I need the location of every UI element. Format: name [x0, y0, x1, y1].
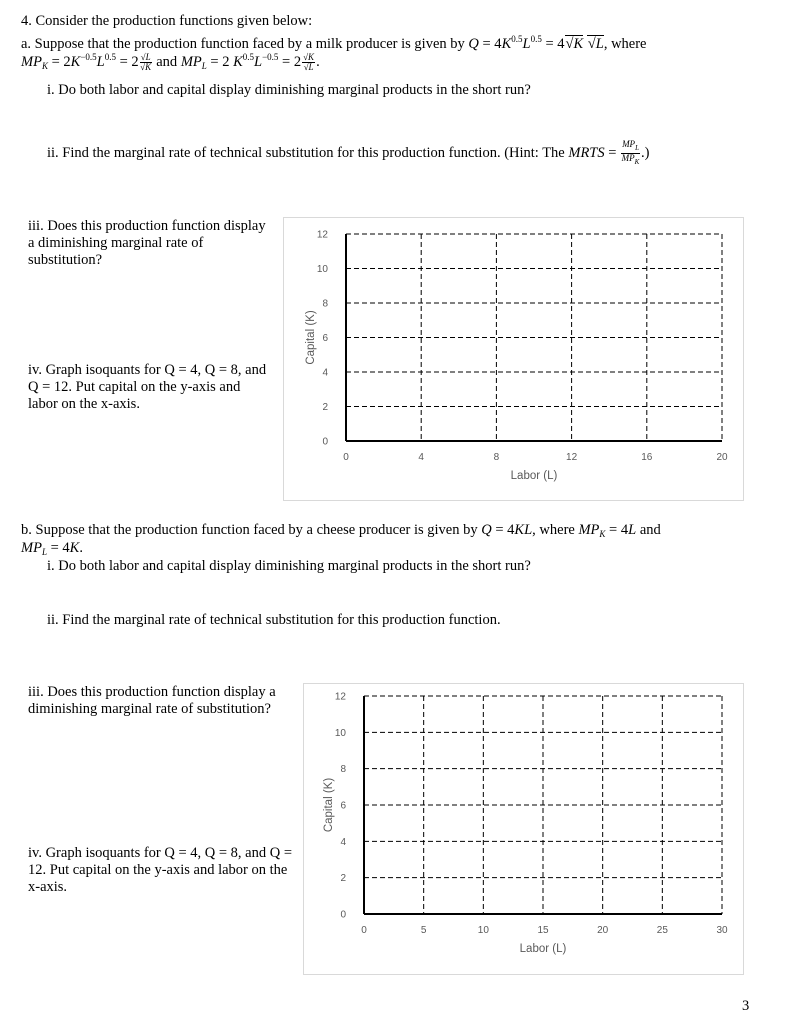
y-tick-label: 12	[316, 229, 328, 241]
y-tick-label: 6	[322, 333, 328, 344]
part-a-where: , where	[603, 36, 647, 52]
chart-a	[284, 218, 743, 500]
x-tick-label: 5	[420, 925, 427, 936]
y-tick-label: 10	[316, 264, 328, 275]
y-tick-label: 2	[340, 873, 346, 885]
part-b-question-i: i. Do both labor and capital display diminishing marginal products in the short run?	[47, 558, 531, 574]
chart-b-frame	[303, 683, 744, 975]
page-number: 3	[742, 998, 750, 1014]
x-tick-label: 4	[418, 452, 424, 463]
chart-b	[304, 684, 743, 974]
x-tick-label: 0	[361, 925, 367, 936]
x-tick-label: 20	[716, 452, 728, 463]
y-tick-label: 8	[322, 298, 328, 310]
part-b-question-iv: iv. Graph isoquants for Q = 4, Q = 8, and Q = 12. Put capital on the y-axis and labor on the x-axis.	[28, 845, 293, 895]
y-axis-label: Capital (K)	[305, 310, 317, 365]
x-tick-label: 16	[641, 452, 653, 463]
x-tick-label: 12	[566, 452, 578, 463]
part-a-production-function: $Q = 4K^{0.5}L^{0.5} = 4√K$ √L	[468, 34, 604, 52]
x-tick-label: 25	[656, 925, 668, 936]
x-tick-label: 30	[716, 925, 728, 936]
y-tick-label: 12	[334, 691, 346, 703]
part-a-question-iii: iii. Does this production function display a diminishing marginal rate of substitution?	[28, 218, 266, 268]
y-tick-label: 4	[322, 367, 328, 379]
x-tick-label: 8	[493, 452, 500, 463]
part-a-intro: a. Suppose that the production function faced by a milk producer is given by	[21, 36, 469, 52]
part-b-production-function: Q = 4KL	[481, 522, 533, 538]
x-tick-label: 0	[343, 452, 349, 463]
part-a-question-i: i. Do both labor and capital display diminishing marginal products in the short run?	[47, 82, 531, 98]
x-axis-label: Labor (L)	[510, 470, 558, 482]
x-tick-label: 20	[597, 925, 609, 936]
y-tick-label: 0	[322, 436, 328, 448]
y-tick-label: 4	[340, 836, 346, 848]
part-b-intro: b. Suppose that the production function faced by a cheese producer is given by	[21, 522, 482, 538]
part-b-question-ii: ii. Find the marginal rate of technical substitution for this production function.	[47, 612, 501, 628]
question-title: 4. Consider the production functions given below:	[21, 13, 313, 29]
y-axis-label: Capital (K)	[323, 777, 335, 833]
part-b-line1: b. Suppose that the production function faced by a cheese producer is given by Q = 4KL, where $MP_K = 4L$ and	[21, 522, 661, 539]
y-tick-label: 10	[334, 727, 346, 739]
part-a-question-iv: iv. Graph isoquants for Q = 4, Q = 8, and Q = 12. Put capital on the y-axis and labor on the x-axis.	[28, 362, 267, 412]
y-tick-label: 0	[340, 909, 346, 921]
part-a-question-ii: ii. Find the marginal rate of technical substitution for this production function. (Hint: The MRTS = $\frac{MP_L}{MP_K}$ .)	[47, 139, 650, 166]
y-tick-label: 6	[340, 800, 346, 812]
x-tick-label: 10	[477, 925, 489, 936]
y-tick-label: 8	[340, 764, 346, 776]
part-b-mpl: $MP_L = 4K$.	[21, 540, 83, 557]
chart-a-frame	[283, 217, 744, 501]
part-b-mpk: $MP_K = 4L$	[578, 522, 637, 539]
part-a-line1	[21, 34, 646, 53]
x-axis-label: Labor (L)	[519, 943, 567, 955]
x-tick-label: 15	[537, 925, 549, 936]
part-a-line2-marginal-products: $MP_K = 2K^{-0.5}L^{0.5} = 2$ $\frac{√L}{√K}$ and $MP_L = 2$ $K^{0.5}L^{-0.5} = 2$ $\frac{√K}{√L}$ .	[21, 52, 320, 73]
y-tick-label: 2	[322, 402, 328, 413]
part-b-question-iii: iii. Does this production function display a diminishing marginal rate of substitution?	[28, 684, 276, 717]
